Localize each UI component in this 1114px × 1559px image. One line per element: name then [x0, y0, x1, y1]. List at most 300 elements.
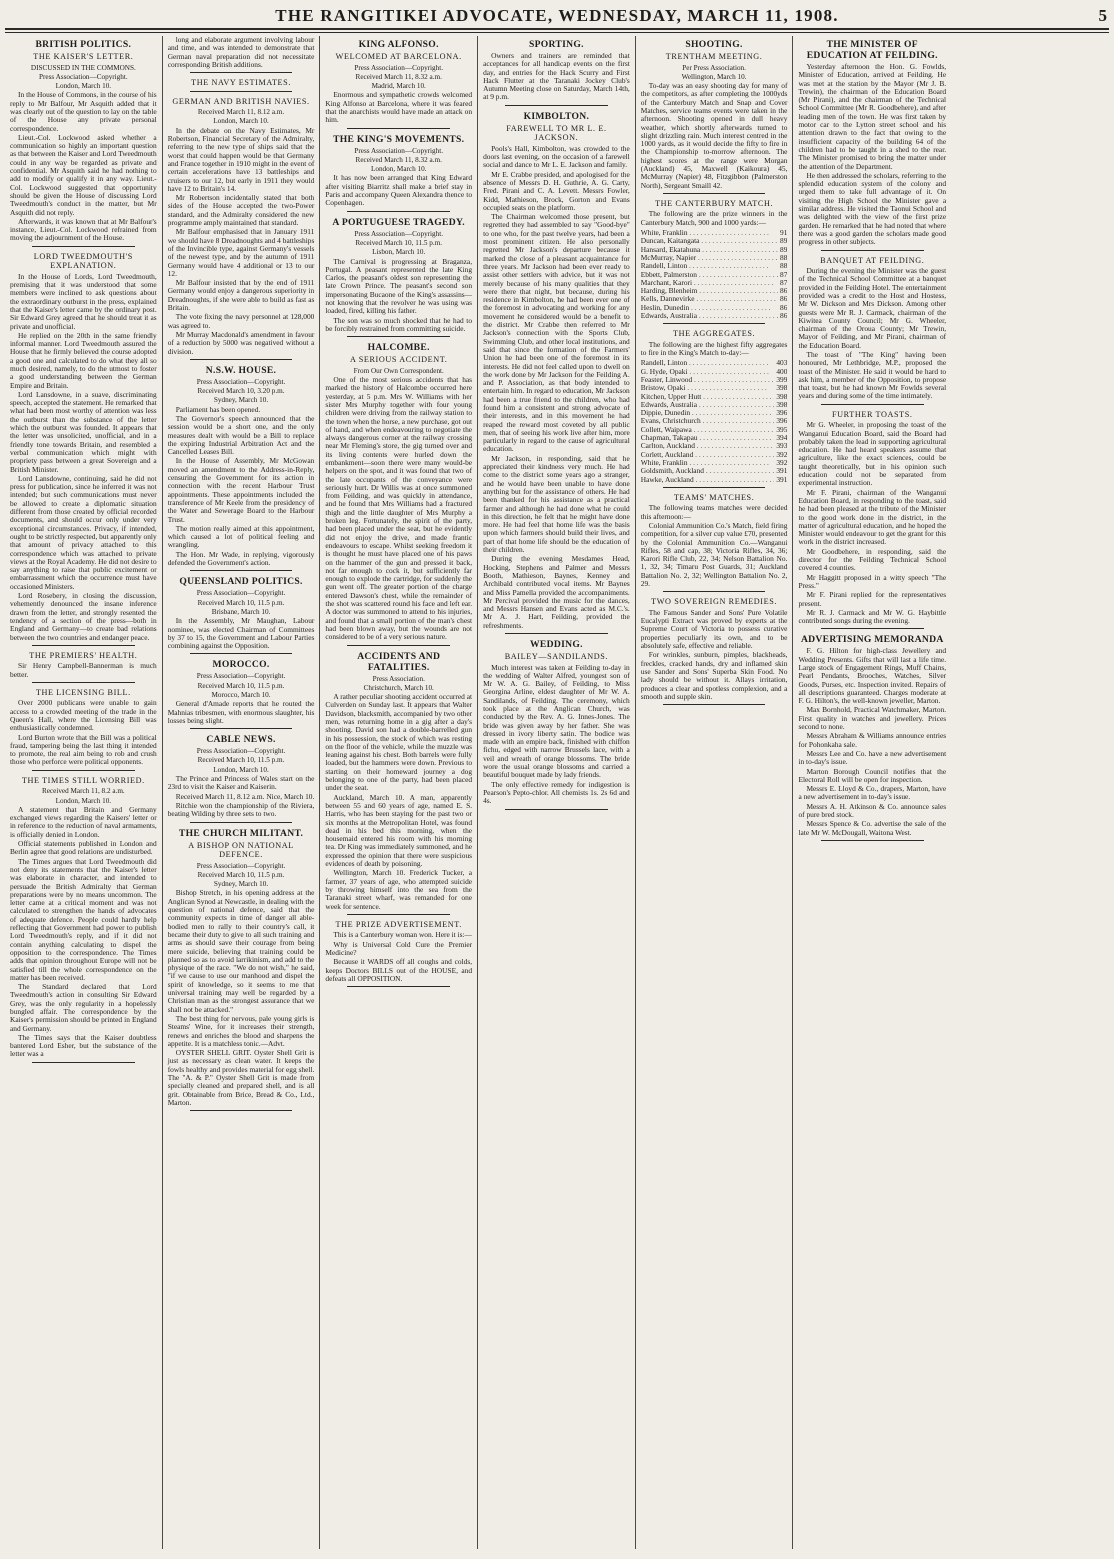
article-divider — [663, 193, 766, 194]
dateline: From Our Own Correspondent. — [353, 366, 444, 375]
competitor-name: Randell, Linton . . . — [641, 359, 769, 367]
article-subheading: THE PRIZE ADVERTISEMENT. — [335, 919, 462, 929]
article-heading: WEDDING. — [530, 639, 583, 650]
article-body — [168, 406, 315, 568]
paragraph: Afterwards, it was known that at Mr Balfour's instance, Lieut.-Col. Lockwood refrained from moving the adjournment of the House. — [10, 216, 157, 243]
paragraph: This is a Canterbury woman won. Here it is:— — [333, 930, 472, 940]
dateline: Press Association—Copyright. — [354, 63, 444, 72]
competitor-name: Chapman, Takapau . . . — [641, 434, 775, 442]
competitor-name: Kitchen, Upper Hutt . . . — [641, 393, 775, 401]
paragraph: Marton Borough Council notifies that the Electoral Roll will be open for inspection. — [798, 766, 947, 784]
paragraph: The only effective remedy for indigestion is Pearson's Pepto-chlor. All chemists 1s. 2s 6d and 4s. — [483, 779, 630, 806]
dateline: Received March 10, 11.5 p.m. — [197, 870, 285, 879]
paragraph: Lord Lansdowne, in a suave, discriminating speech, accepted the statement. He remarked that what had been most worthy of attention was less the outburst than the substance of the letter which the outburst was founded. It appears that the letter was unsolicited, unofficial, and in a friendly tone towards Britain, and resembled a verbal communication which might with propriety pass between a great Sovereign and a British Minister. — [10, 389, 157, 474]
competitor-score: 392 — [776, 458, 788, 467]
article-heading: SHOOTING. — [685, 39, 743, 50]
paragraph: A statement that Britain and Germany exchanged views regarding the Kaisers' letter or in reference to the reduction of naval armaments, is officially denied in London. — [10, 804, 157, 839]
dateline: Received March 10, 11.5 p.m. — [355, 238, 443, 247]
score-row — [641, 295, 788, 303]
article-body — [325, 931, 472, 983]
paragraph: To-day was an easy shooting day for many of the competitors, as after completing the 1000yds of the Canterbury Match and Snap and Cover Matches, service teams events were taken in the afternoon. Shooting opened in dull heavy weather, which shortly afterwards turned to slight drizzling rain. Much interest centred in the 1000 yards, as it would decide the fifty to fire in the Championship to-morrow afternoon. The highest scores at the range were Morgan (Auckland) 45, Maxwell (Kaikoura) 45, McMurray (Napier) 48, Fitzgibbon (Palmerston North), Sergeant Smaill 42. — [640, 81, 788, 190]
article-subheading: LORD TWEEDMOUTH'S EXPLANATION. — [33, 251, 133, 271]
paragraph: OYSTER SHELL GRIT. Oyster Shell Grit is just as necessary as clean water. It keeps the fowls healthy and provides material for egg shell. The "A. & P." Oyster Shell Grit is made from specially cleaned and prepared shell, and is all grit. Obtainable from Brice, Bread & Co., Ltd., Marton. — [167, 1048, 315, 1107]
article — [483, 111, 630, 634]
competitor-score: 394 — [776, 434, 788, 443]
paragraph: Colonial Ammunition Co.'s Match, field firing competition, for a silver cup value £70, presented by the Colonial Ammunition Co.—Wanganui Rifles, 58 and cap, 38; Victoria Rifles, 34, 36; Karori Rifle Club, 22, 34; Nelson Battalion No. 1, 32, 34; Timaru Post Guards, 31; Auckland Battalion No. 2, 32; Wellington Battalion No. 2, 29. — [640, 520, 788, 589]
column-5 — [636, 36, 794, 1549]
competitor-score: 395 — [776, 425, 788, 434]
article-body — [325, 258, 472, 334]
paragraph: Messrs A. H. Atkinson & Co. announce sales of pure bred stock. — [798, 801, 947, 820]
dateline: Madrid, March 10. — [371, 82, 426, 91]
dateline: London, March 10. — [55, 796, 112, 805]
score-row — [641, 312, 788, 320]
article — [168, 828, 315, 1112]
article-body — [168, 617, 315, 650]
score-row — [641, 476, 788, 484]
article-divider — [505, 105, 608, 106]
paragraph: The Famous Sander and Sons' Pure Volatile Eucalypti Extract was proved by experts at the Supreme Court of Victoria to possess curative properties peculiarly its own, and to be absolutely safe, effective and reliable. — [640, 607, 788, 651]
article-divider — [190, 653, 293, 654]
article-heading: ADVERTISING MEMORANDA — [800, 634, 944, 646]
article-divider — [505, 633, 608, 634]
paragraph: Official statements published in London and Berlin agree that good relations are undisturbed. — [10, 839, 157, 857]
dateline: Received March 10, 3.20 p.m. — [197, 387, 285, 396]
article-heading: THE MINISTER OF EDUCATION AT FEILDING. — [806, 39, 938, 61]
score-row — [641, 393, 788, 401]
score-row — [641, 229, 788, 237]
competitor-score: 398 — [776, 392, 788, 401]
dateline: Received March 10, 11.5 p.m. — [197, 598, 285, 607]
article-divider — [821, 404, 924, 405]
dateline: London, March 10. — [55, 82, 112, 91]
paragraph: Over 2000 publicans were unable to gain access to a crowded meeting of the trade in the Queen's Hall, where the Licensing Bill was enthusiastically condemned. — [10, 698, 157, 733]
page-number: 5 — [1098, 6, 1107, 25]
paragraph: The vote fixing the navy personnel at 128,000 was agreed to. — [167, 312, 315, 330]
competitor-name: G. Hyde, Opaki . . . — [641, 368, 769, 376]
paragraph: Lord Lansdowne, continuing, said he did not press for publication, since he inferred it was not intended; but such communications must never be allowed to create a diplomatic situation different from those created by official recorded documents, and should occur only under very exceptional circumstances. Privacy, if intended, ought to be strictly respected, but apparently only that amount of privacy attached to this correspondence which was attached to private views at the Royal Academy. He did not desire to say anything to raise that public excitement or embarrassment which the occurrence must have occasioned Ministers. — [10, 473, 157, 591]
article — [10, 776, 157, 1063]
paragraph: He then addressed the scholars, referring to the splendid education system of the colony and urged them to take full advantage of it. On visiting the High School the Minister gave a similar address. He visited the Taonui School and was delighted with the view of the first prize garden. He remarked that he had noted that where there was a good garden the scholars made good progress in other subjects. — [798, 170, 947, 247]
paragraph: General d'Amade reports that he routed the Mahnias tribesmen, with enormous slaughter, his losses being slight. — [167, 699, 315, 725]
article-body — [10, 273, 157, 642]
paragraph: Lord Burton wrote that the Bill was a political fraud, tampering being the last thing it intended to promote, the real aim being to rob and crush those who perforce were political opponents. — [10, 732, 157, 767]
article — [641, 329, 788, 488]
competitor-score: 398 — [776, 400, 788, 409]
article-divider — [663, 704, 766, 705]
article-body — [10, 91, 157, 242]
article-subheading: THE TIMES STILL WORRIED. — [21, 775, 145, 785]
competitor-score: 89 — [780, 237, 788, 246]
paragraph: In the debate on the Navy Estimates, Mr Robertson, Financial Secretary of the Admiralty, referring to the new type of ships said that the worst that could happen would be that Germany and France together in 1910 might in the event of certain accelerations have 13 battleships and cruisers to our 12, but early in 1911 they would have 12 to Britain's 14. — [167, 125, 315, 193]
newspaper-title: THE RANGITIKEI ADVOCATE, WEDNESDAY, MARCH 11, 1908. — [275, 6, 839, 25]
article — [10, 252, 157, 646]
article-body — [483, 145, 630, 630]
paragraph: In the House of Lords, Lord Tweedmouth, premising that it was understood that some members were inclined to ask questions about the extraordinary outburst in the press, explained that the Kaiser's letter came by the ordinary post. Sir Edward Grey agreed that he should treat it as private and unofficial. — [10, 271, 157, 331]
article-body — [10, 699, 157, 766]
paragraph: Sir Henry Campbell-Bannerman is much better. — [10, 661, 157, 679]
dateline: Press Association—Copyright. — [196, 861, 286, 870]
article-subheading: THE NAVY ESTIMATES. — [191, 78, 291, 88]
article — [168, 734, 315, 822]
score-row — [641, 417, 788, 425]
paragraph: Messrs Abraham & Williams announce entries for Pohonkaha sale. — [798, 731, 947, 749]
score-row — [641, 237, 788, 245]
article-body — [10, 806, 157, 1059]
score-row — [641, 384, 788, 392]
competitor-score: 400 — [776, 367, 788, 376]
paragraph: Ritchie won the championship of the Riviera, beating Wilding by three sets to two. — [167, 800, 315, 819]
article-subheading: BANQUET AT FEILDING. — [820, 255, 925, 265]
score-list — [641, 229, 788, 320]
competitor-name: White, Franklin . . . — [641, 459, 769, 467]
article-body — [798, 63, 946, 247]
article-body — [641, 82, 788, 190]
article-subheading: THE LICENSING BILL. — [35, 687, 131, 697]
paragraph: During the evening the Minister was the guest of the Technical School Committee at a banquet provided in the Feilding Hotel. The entertainment provided was a credit to the Host and Hostess, Mr W. Dickson and Mrs Dickson. Among other guests were Mr R. J. Carmack, chairman of the Kiwitea County Council; Mr G. Wheeler, chairman of the Oroua County; Mr Trewin, Mayor of Feilding, and Mr Pirani, chairman of the Education Board. — [798, 266, 947, 350]
paragraph: Messrs Spence & Co. advertise the sale of the late Mr W. McDougall, Waitona West. — [798, 819, 947, 837]
article-divider — [32, 246, 135, 247]
article-subheading: BAILEY—SANDILANDS. — [504, 652, 609, 661]
article — [641, 597, 788, 705]
paragraph: Mr Robertson incidentally stated that both sides of the House accepted the two-Power standard, and the Admiralty considered the new programme amply maintained that standard. — [167, 193, 315, 228]
paragraph: Bishop Stretch, in his opening address at the Anglican Synod at Newcastle, in dealing with the question of national defence, said that the community expects in time of danger all able-bodied men to rally to their country's call, it became their duty to give to all such training and arms as should save their courage from being mere suicide, believing that training could be planned so as to avoid larrikinism, and add to the physique of the race. "We do not wish," he said, "if we cause to use our manhood and dispel the spirit of knowledge, so it seems to me that universal training may well be regarded by a Christian man as the strongest assurance that we shall not be attacked." — [167, 888, 315, 1014]
dateline: Press Association. — [372, 674, 425, 683]
article-divider — [190, 91, 293, 92]
dateline: Wellington, March 10. — [681, 72, 747, 81]
competitor-score: 91 — [780, 229, 788, 238]
paragraph: Mr F. Pirani replied for the representatives present. — [798, 590, 947, 608]
paragraph: The Hon. Mr Wade, in replying, vigorously defended the Government's action. — [167, 549, 315, 568]
dateline: Morocco, March 10. — [211, 691, 271, 699]
article-body — [168, 36, 315, 69]
article-heading: SPORTING. — [528, 39, 584, 50]
dateline: Press Association—Copyright. — [196, 747, 286, 756]
competitor-name: Dippie, Dunedin . . . — [641, 409, 772, 417]
paragraph: Mr G. Wheeler, in proposing the toast of the Wanganui Education Board, said the Board had probably taken the lead in supporting agricultural education. He had heard speakers assume that agriculture, like the exact sciences, could be taught theoretically, but in his opinion such education could not be separated from experimental instruction. — [798, 420, 947, 488]
competitor-score: 399 — [776, 376, 788, 384]
article-divider — [505, 809, 608, 810]
article-heading: QUEENSLAND POLITICS. — [179, 576, 303, 588]
paragraph: Mr E. Crabbe presided, and apologised for the absence of Messrs D. H. Guthrie, A. G. Carty, Fred. Pirani and C. A. Levett. Messrs Fowler, Kidd, Mathieson, Brock, Gorton and Evans occupied seats on the platform. — [483, 169, 630, 212]
paragraph: Mr Murray Macdonald's amendment in favour of a reduction by 5000 was negatived without a division. — [167, 329, 315, 356]
competitor-name: McMurray, Napier . . . — [641, 254, 778, 262]
article-divider — [663, 487, 766, 488]
score-row — [641, 442, 788, 450]
paragraph: The motion really aimed at this appointment, which caused a lot of political feeling and wrangling. — [167, 523, 315, 550]
score-row — [641, 426, 788, 434]
score-row — [641, 287, 788, 295]
article-divider — [32, 770, 135, 771]
article — [483, 639, 630, 810]
dateline: Per Press Association. — [682, 63, 746, 72]
paragraph: The toast of "The King" having been honoured, Mr Lethbridge, M.P., proposed the toast of the Minister. He said it would be hard to ask him, a member of the Opposition, to propose that toast, but he had known Mr Fowlds several years and during some of the time intimately. — [798, 350, 947, 401]
score-row — [641, 368, 788, 376]
article-heading: KIMBOLTON. — [523, 110, 590, 122]
score-row — [641, 271, 788, 279]
score-row — [641, 409, 788, 417]
article-divider — [347, 986, 450, 987]
score-row — [641, 459, 788, 467]
competitor-name: Carlton, Auckland . . . — [641, 442, 775, 450]
article — [325, 342, 472, 645]
article-subheading: A SERIOUS ACCIDENT. — [349, 355, 448, 365]
competitor-name: Bristow, Opaki . . . — [641, 384, 767, 392]
article-subheading: TWO SOVEREIGN REMEDIES. — [651, 597, 778, 607]
paragraph: Lieut.-Col. Lockwood asked whether a communication so highly an important question as that between the Kaiser and Lord Tweedmouth could in any way be regarded as private and confidential. Mr Asquith said he had nothing to add to modify or qualify it in any way. Lieut.-Col. Lockwood suggested that opportunity should be given the House of discussing Lord Tweedmouth's conduct in the matter, but Mr Asquith did not reply. — [10, 132, 157, 217]
article — [168, 659, 315, 729]
paragraph: Because it WARDS off all coughs and colds, keeps Doctors BILLS out of the HOUSE, and defeats all OPPOSITION. — [325, 957, 473, 983]
paragraph: Enormous and sympathetic crowds welcomed King Alfonso at Barcelona, where it was feared that the anarchists would have made an attack on him. — [325, 90, 473, 125]
competitor-name: Randell, Linton . . . — [641, 262, 769, 270]
paragraph: F. G. Hilton for high-class Jewellery and Wedding Presents. Gifts that will last a life time. Large stock of Engagement Rings, Muff Chains, Pearl Pendants, Brooches, Watches, Silver Goods, Purses, etc. Inspection invited. Repairs of all descriptions guaranteed. Charges moderate at F. G. Hilton's, the well-known jeweller, Marton. — [798, 646, 947, 706]
paragraph: long and elaborate argument involving labour and time, and was intended to demonstrate that German naval preparation did not necessitate corresponding British additions. — [167, 36, 315, 69]
competitor-score: 392 — [776, 450, 788, 459]
article-divider — [347, 128, 450, 129]
dateline: London, March 10. — [213, 765, 269, 774]
score-list — [641, 359, 788, 483]
paragraph: The Standard declared that Lord Tweedmouth's action in consulting Sir Edward Grey, was the only regularity in a hopelessly bungled affair. The correspondence by the Kaiser's permission should be printed in England and Germany. — [10, 982, 157, 1033]
article-subheading: THE CANTERBURY MATCH. — [655, 198, 774, 208]
score-row — [641, 376, 788, 384]
article — [168, 78, 315, 92]
score-row — [641, 262, 788, 270]
article-heading: MOROCCO. — [212, 659, 270, 671]
paragraph: For wrinkles, sunburn, pimples, blackheads, freckles, cracked hands, dry and inflamed skin use Sander and Sons' Superba Skin Food. No lady should be without it. Allays irritation, produces a clear and spotless complexion, and a smooth and supple skin. — [640, 650, 788, 701]
article — [325, 920, 472, 987]
column-1 — [5, 36, 163, 1549]
article-subheading: TRENTHAM MEETING. — [665, 52, 763, 61]
article-heading: THE KING'S MOVEMENTS. — [333, 133, 465, 145]
article-body — [168, 889, 315, 1107]
article-heading: N.S.W. HOUSE. — [205, 364, 277, 376]
dateline: Press Association—Copyright. — [354, 229, 444, 238]
article — [10, 39, 157, 247]
article — [325, 134, 472, 212]
article-divider — [32, 682, 135, 683]
paragraph: The Times says that the Kaiser doubtless bantered Lord Esher, but the substance of the letter was a — [10, 1032, 157, 1059]
article — [168, 36, 315, 73]
score-row — [641, 359, 788, 367]
score-row — [641, 246, 788, 254]
article-divider — [190, 570, 293, 571]
paragraph: Yesterday afternoon the Hon. G. Fowlds, Minister of Education, arrived at Feilding. He was met at the station by the Mayor (Mr J. B. Trewin), the chairman of the Education Board (Mr Pirani), and the chairman of the Technical School Committee (Mr R. Goodbehere), and after leading men of the town. He was first taken by motor car to the Lytton street school and his attention drawn to the fact that owing to the insufficient capacity of the building 64 of the children had to be taught in a shed to the rear. The Minister promised to bring the matter under the attention of the Department. — [798, 62, 947, 171]
score-row — [641, 401, 788, 409]
competitor-score: 396 — [776, 417, 788, 426]
article-body — [483, 664, 630, 806]
article-divider — [821, 628, 924, 629]
dateline: Press Association—Copyright. — [196, 589, 286, 598]
article-heading: CABLE NEWS. — [206, 734, 276, 746]
competitor-score: 86 — [780, 287, 788, 296]
article-body — [798, 421, 946, 625]
article-body — [325, 376, 472, 642]
article-divider — [347, 336, 450, 337]
article — [168, 576, 315, 654]
article-body — [168, 700, 315, 725]
article-divider — [347, 211, 450, 212]
dateline: Received March 11, 8.2 a.m. — [41, 787, 125, 796]
competitor-name: Corlett, Auckland . . . — [641, 451, 775, 459]
article-body — [10, 662, 157, 679]
article-body — [798, 647, 946, 837]
newspaper-page — [5, 4, 1109, 1551]
competitor-name: Kells, Dannevirke . . . — [641, 295, 776, 303]
paragraph: Lord Rosebery, in closing the discussion, vehemently denounced the insane inference drawn from the letter, and strongly resented the tendency of a section of the press—both in England and Germany—to create bad relations between the two countries and endanger peace. — [10, 591, 157, 642]
article — [798, 634, 946, 841]
article-divider — [32, 645, 135, 646]
paragraph: He replied on the 20th in the same friendly informal manner. Lord Tweedmouth assured the House that he firmly believed the course adopted a good one and calculated to do what they all so much desired, namely, to do the utmost to foster a good understanding between the German Empire and Britain. — [10, 330, 157, 390]
paragraph: During the evening Mesdames Head, Hocking, Stephens and Palmer and Messrs Booth, Mathieson, Baynes, Kenney and Archibald contributed vocal items. Mr Baynes and Miss Pamella provided the accompaniments. Mr Percival provided the music for the dances, and Messrs Hansen and Evans acted as M.C.'s. Mr A. J. Hart, Feilding, provided the refreshments. — [483, 554, 630, 630]
article-subheading: GERMAN AND BRITISH NAVIES. — [172, 96, 310, 106]
article-divider — [347, 645, 450, 646]
paragraph: A rather peculiar shooting accident occurred at Culverden on Sunday last. It appears that Walter Davidson, blacksmith, accompanied by two other men, was returning home in a gig after a day's shooting. David son had a double-barrelled gun in his possession, the stock of which was resting on the floor of the vehicle, while the muzzle was leaning against his chest. Both barrels were fully loaded, but the hammers were down. Previous to starting on their homeward journey a dog belonging to one of the party, had been placed under the seat. — [325, 692, 473, 793]
article-body — [641, 210, 788, 227]
article-subheading: THE KAISER'S LETTER. — [33, 52, 134, 61]
score-row — [641, 467, 788, 475]
article — [10, 688, 157, 771]
article — [10, 651, 157, 683]
competitor-score: 391 — [776, 467, 788, 476]
paragraph: Messrs Lee and Co. have a new advertisement in to-day's issue. — [798, 748, 947, 767]
competitor-name: Edwards, Australia . . . — [641, 312, 778, 320]
article-divider — [821, 840, 924, 841]
dateline: Received March 10, 11.5 p.m. — [197, 756, 285, 765]
article-body — [641, 504, 788, 588]
article — [325, 39, 472, 129]
paragraph: Messrs E. Lloyd & Co., drapers, Marton, have a new advertisement in to-day's issue. — [798, 784, 947, 802]
paragraph: The following are the highest fifty aggregates to fire in the King's Match to-day:— — [640, 339, 788, 358]
column-6 — [793, 36, 951, 1549]
paragraph: Parliament has been opened. — [175, 404, 261, 414]
paragraph: Auckland, March 10. A man, apparently between 55 and 60 years of age, named E. S. Harris, who has been staying for the past two or six months at the Metropolitan Hotel, was found dead in his bed this morning, when the housemaid entered his room with his morning tea. Dr King was immediately summoned, and he expressed the opinion that there were suspicious evidences of death by poisoning. — [325, 792, 473, 869]
article — [325, 651, 472, 915]
article-divider — [663, 591, 766, 592]
competitor-score: 398 — [776, 384, 788, 393]
score-row — [641, 254, 788, 262]
article-heading: KING ALFONSO. — [358, 39, 439, 50]
article-divider — [32, 1062, 135, 1063]
column-4 — [478, 36, 636, 1549]
dateline: Received March 11, 8.12 a.m. — [197, 108, 285, 117]
competitor-name: White, Franklin . . . — [641, 229, 769, 237]
article-heading: HALCOMBE. — [367, 342, 430, 354]
paragraph: Mr Balfour emphasised that in January 1911 we should have 8 Dreadnoughts and 4 battleships of the Invincible type, against Germany's vessels of the newest type, and by the autumn of 1911 Germany would have 4 additional or 13 to our 12. — [167, 227, 315, 278]
article-body — [641, 341, 788, 358]
competitor-name: Harding, Blenheim . . . — [641, 287, 778, 295]
competitor-score: 89 — [780, 245, 788, 254]
paragraph: In the Assembly, Mr Maughan, Labour nominee, was elected Chairman of Committees by 37 to 15, the Government and Labour Parties combining against the Opposition. — [167, 616, 315, 651]
article-body — [325, 174, 472, 207]
competitor-score: 87 — [780, 278, 788, 287]
article — [798, 256, 946, 405]
competitor-score: 86 — [780, 295, 788, 304]
dateline: Received March 11, 8.32 a.m. — [355, 72, 442, 81]
dateline: Press Association—Copyright. — [196, 672, 286, 681]
column-3 — [320, 36, 478, 1549]
competitor-score: 86 — [780, 303, 788, 312]
competitor-score: 396 — [776, 409, 788, 418]
dateline: Lisbon, March 10. — [372, 248, 426, 257]
competitor-name: Hawke, Auckland . . . — [641, 476, 775, 484]
paragraph: The following are the prize winners in the Canterbury Match, 900 and 1000 yards:— — [640, 209, 788, 227]
article-body — [325, 91, 472, 124]
article-body — [168, 127, 315, 356]
dateline: Press Association—Copyright. — [354, 146, 444, 155]
article-heading: A PORTUGUESE TRAGEDY. — [332, 216, 465, 228]
paragraph: Mr Balfour insisted that by the end of 1911 Germany would enjoy a dangerous superiority in Dreadnoughts, if she were able to build as fast as Britain. — [167, 278, 315, 313]
article-heading: THE CHURCH MILITANT. — [178, 827, 304, 839]
dateline: Christchurch, March 10. — [363, 683, 434, 692]
masthead — [5, 4, 1109, 30]
dateline: Received March 11, 8.32 a.m. — [355, 155, 442, 164]
paragraph: Max Bornhold, Practical Watchmaker, Marton. First quality in watches and jewellery. Prices second to none. — [798, 705, 947, 732]
article-body — [325, 693, 472, 911]
dateline: Received March 10, 11.5 p.m. — [197, 681, 285, 690]
dateline: London, March 10. — [370, 165, 427, 174]
competitor-score: 393 — [776, 442, 788, 451]
columns-container — [5, 36, 1109, 1549]
article — [641, 199, 788, 324]
paragraph: Mr Goodbehere, in responding, said the director for the Feilding Technical School covered 4 counties. — [798, 546, 947, 573]
paragraph: The Governor's speech announced that the session would be a short one, and the only measures dealt with would be a Bill to replace the expiring Industrial Arbitration Act and the Cancelled Leases Bill. — [167, 413, 315, 457]
article-heading: BRITISH POLITICS. — [35, 39, 132, 50]
article-divider — [190, 1110, 293, 1111]
paragraph: Mr R. J. Carmack and Mr W. G. Haybittle contributed songs during the evening. — [798, 607, 947, 626]
paragraph: The Times argues that Lord Tweedmouth did not deny its statements that the Kaiser's letter was elaborate in character, and intended to persuade the British Admiralty that German preparations were by no means uncommon. The letter came at a critical moment and was not calculated to strengthen the hands of advocates of adequate defence. People could hardly help reflecting that Government had power to publish Lord Tweedmouth's reply, and if it did not contain anything calculating to dispel the opposition to the correspondence. The Times adds that opinion throughout Europe will not be satisfied till the whole correspondence on the matter has been received. — [10, 856, 157, 982]
paragraph: The following teams matches were decided this afternoon:— — [640, 503, 788, 521]
competitor-score: 403 — [776, 359, 788, 368]
dateline: Sydney, March 10. — [213, 880, 269, 889]
article-divider — [347, 914, 450, 915]
article-subheading: FAREWELL TO MR L. E. JACKSON. — [506, 123, 607, 143]
paragraph: Pools's Hall, Kimbolton, was crowded to the doors last evening, on the occasion of a farewell social and dance to Mr L. E. Jackson and family. — [483, 143, 630, 170]
article — [641, 493, 788, 592]
competitor-name: Hansard, Ekatahuna . . . — [641, 246, 778, 254]
article — [168, 97, 315, 360]
paragraph: Owners and trainers are reminded that acceptances for all handicap events on the first day, and entries for the Hack Scurry and First Hack Flutter at the Taranaki Jockey Club's Autumn Meeting close on Saturday, March 14th, at 9 p.m. — [483, 51, 630, 102]
masthead-rule — [5, 32, 1109, 33]
article-divider — [190, 359, 293, 360]
dateline: London, March 10. — [213, 117, 269, 126]
competitor-score: 86 — [780, 312, 788, 321]
dateline: DISCUSSED IN THE COMMONS. — [30, 63, 136, 72]
paragraph: In the House of Commons, in the course of his reply to Mr Balfour, Mr Asquith added that it was clearly out of the question to lay on the table of the House any private personal correspondence. — [10, 90, 157, 133]
score-row — [641, 279, 788, 287]
paragraph: Wellington, March 10. Frederick Tucker, a farmer, 37 years of age, who attempted suicide by throwing himself into the sea from the Taranaki street wharf, was remanded for one week for sentence. — [325, 868, 473, 911]
dateline: Sydney, March 10. — [213, 396, 269, 405]
article-divider — [190, 72, 293, 73]
competitor-name: Marchant, Karori . . . — [641, 279, 774, 287]
paragraph: In the House of Assembly, Mr McGowan moved an amendment to the Address-in-Reply, censuring the Government for its action in connection with the recent Harbour Trust appointments. These appointments included the transference of Mr Keele from the presidency of the Water and Sewerage Board to the Harbour Trust. — [167, 456, 315, 524]
score-row — [641, 434, 788, 442]
article-body — [641, 609, 788, 701]
article — [798, 410, 946, 630]
article-divider — [190, 728, 293, 729]
competitor-name: Edwards, Australia . . . — [641, 401, 775, 409]
column-2 — [163, 36, 321, 1549]
paragraph: Much interest was taken at Feilding to-day in the wedding of Walter Alfred, youngest son of Mr W. A. G. Bailey, of Feilding, to Miss Georgina Arline, eldest daughter of Mr W. A. Sandilands, of Feilding. The ceremony, which took place at the Anglican Church, was conducted by the Rev. A. G. Innes-Jones. The bride was given away by her father. She was dressed in ivory liberty satin. The bodice was made with an empire back, finished with chiffon fichu, edged with narrow Brussels lace, with a veil and wreath of orange blossoms. The bride wore the usual orange blossoms and carried a beautiful bouquet made by lady friends. — [483, 662, 630, 780]
article-divider — [821, 250, 924, 251]
article-subheading: THE AGGREGATES. — [672, 329, 756, 339]
article-divider — [190, 822, 293, 823]
article — [325, 217, 472, 338]
dateline: Press Association—Copyright. — [196, 377, 286, 386]
competitor-name: Feaster, Linwood . . . — [641, 376, 774, 384]
competitor-name: Heslin, Dunedin . . . — [641, 304, 771, 312]
article-heading: ACCIDENTS AND FATALITIES. — [357, 650, 441, 673]
paragraph: Mr Haggitt proposed in a witty speech "The Press." — [798, 572, 947, 590]
